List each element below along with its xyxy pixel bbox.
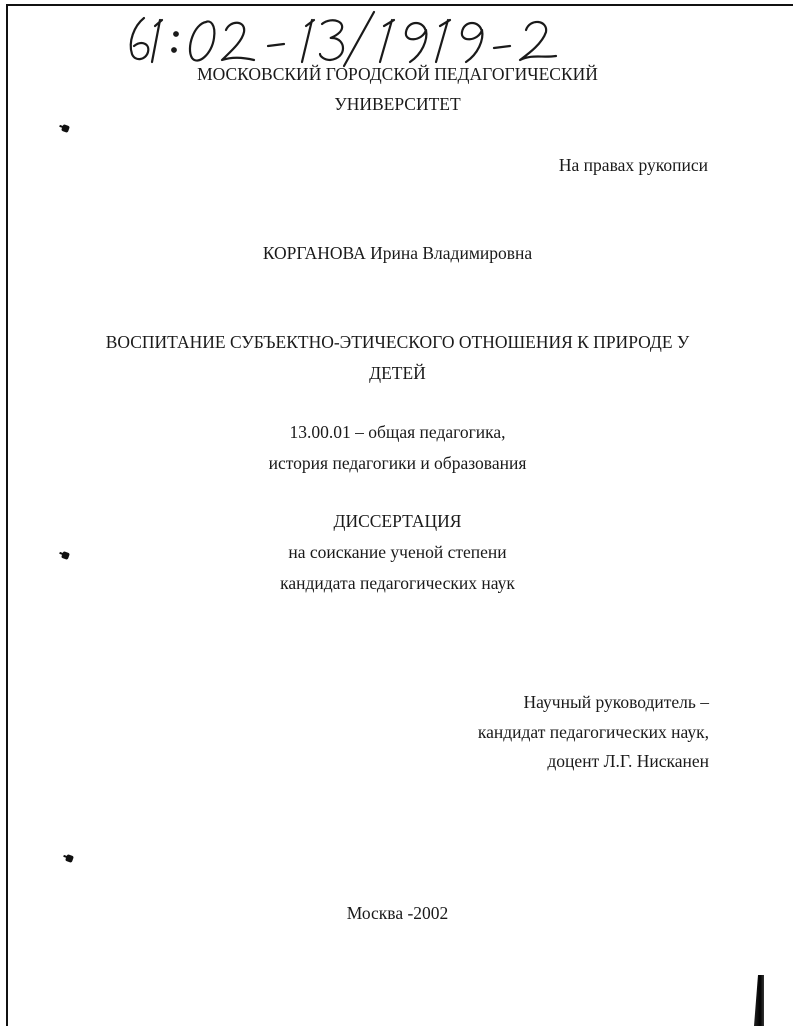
handwritten-shelfmark — [122, 8, 562, 68]
place-and-year: Москва -2002 — [346, 903, 449, 923]
specialty-line-2: история педагогики и образования — [268, 453, 527, 473]
scan-edge-shadow — [754, 975, 764, 1026]
supervisor-line-2: кандидат педагогических наук, — [477, 722, 709, 742]
supervisor-line-3: доцент Л.Г. Нисканен — [547, 751, 709, 771]
dissertation-title-line-2: ДЕТЕЙ — [369, 363, 426, 383]
punch-mark-top — [61, 124, 70, 133]
author-name: КОРГАНОВА Ирина Владимировна — [262, 243, 533, 263]
work-type-heading: ДИССЕРТАЦИЯ — [333, 511, 462, 531]
supervisor-line-1: Научный руководитель – — [523, 692, 709, 712]
dissertation-title-line-1: ВОСПИТАНИЕ СУБЪЕКТНО-ЭТИЧЕСКОГО ОТНОШЕНИЯ К ПРИРОДЕ У — [105, 332, 690, 352]
degree-line-2: кандидата педагогических наук — [280, 573, 515, 593]
specialty-line-1: 13.00.01 – общая педагогика, — [289, 422, 506, 442]
degree-line-1: на соискание ученой степени — [288, 542, 507, 562]
institution-line-1: МОСКОВСКИЙ ГОРОДСКОЙ ПЕДАГОГИЧЕСКИЙ — [197, 64, 598, 84]
punch-mark-bottom — [65, 854, 74, 863]
scan-border-top — [6, 4, 793, 6]
institution-line-2: УНИВЕРСИТЕТ — [334, 94, 461, 114]
manuscript-notice: На правах рукописи — [558, 155, 708, 175]
